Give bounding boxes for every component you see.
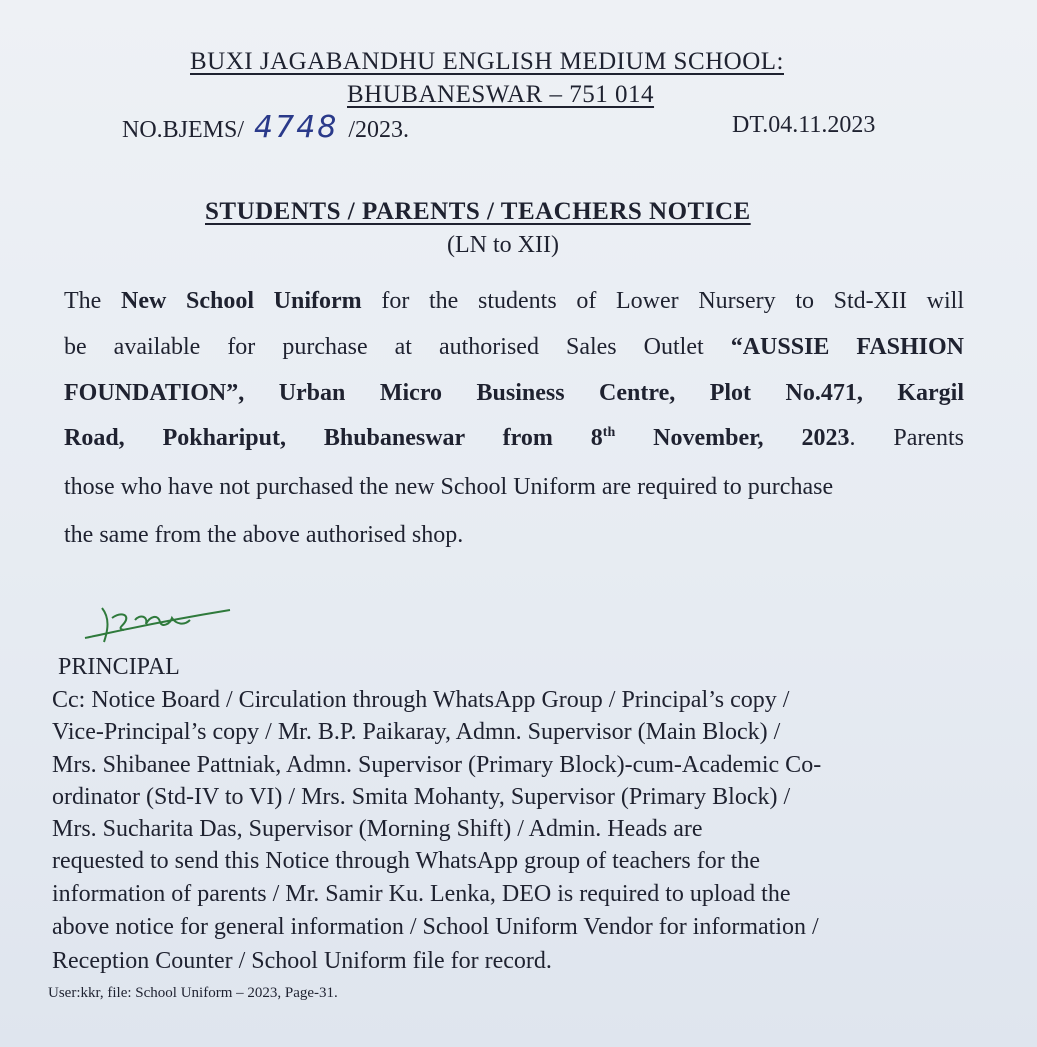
cc-line: Reception Counter / School Uniform file for record. <box>52 948 552 974</box>
cc-line: requested to send this Notice through WhatsApp group of teachers for the <box>52 848 761 874</box>
cc-line: Mrs. Shibanee Pattniak, Admn. Supervisor (Primary Block)-cum-Academic Co- <box>52 752 822 778</box>
school-address: BHUBANESWAR – 751 014 <box>347 81 655 108</box>
cc-line: Vice-Principal’s copy / Mr. B.P. Paikaray, Admn. Supervisor (Main Block) / <box>52 719 781 745</box>
body-line-5: those who have not purchased the new School Uniform are required to purchase <box>64 474 834 500</box>
ref-number-handwritten: 4748 <box>254 110 339 145</box>
notice-title: STUDENTS / PARENTS / TEACHERS NOTICE <box>205 198 751 225</box>
body-line-6: the same from the above authorised shop. <box>64 522 464 548</box>
file-footer: User:kkr, file: School Uniform – 2023, Page-31. <box>48 985 338 1001</box>
body-line-1: The New School Uniform for the students of Lower Nursery to Std-XII will <box>64 288 964 314</box>
body-line-3: FOUNDATION”, Urban Micro Business Centre, Plot No.471, Kargil <box>64 380 964 406</box>
principal-signature <box>80 598 240 648</box>
signatory-title: PRINCIPAL <box>58 654 180 680</box>
school-name: BUXI JAGABANDHU ENGLISH MEDIUM SCHOOL: <box>190 48 784 75</box>
cc-line: ordinator (Std-IV to VI) / Mrs. Smita Mohanty, Supervisor (Primary Block) / <box>52 784 791 810</box>
body-line-4: Road, Pokhariput, Bhubaneswar from 8th November, 2023. Parents <box>64 425 965 451</box>
cc-line: Mrs. Sucharita Das, Supervisor (Morning Shift) / Admin. Heads are <box>52 816 703 842</box>
ref-prefix: NO.BJEMS/ <box>122 117 245 143</box>
cc-line: information of parents / Mr. Samir Ku. Lenka, DEO is required to upload the <box>52 881 791 907</box>
reference-number <box>122 110 409 145</box>
notice-date: DT.04.11.2023 <box>732 112 876 138</box>
notice-subtitle: (LN to XII) <box>447 232 559 258</box>
ref-suffix: /2023. <box>348 117 410 143</box>
cc-line: above notice for general information / School Uniform Vendor for information / <box>52 914 819 940</box>
body-line-2: be available for purchase at authorised Sales Outlet “AUSSIE FASHION <box>64 334 965 360</box>
cc-line: Cc: Notice Board / Circulation through WhatsApp Group / Principal’s copy / <box>52 687 790 713</box>
